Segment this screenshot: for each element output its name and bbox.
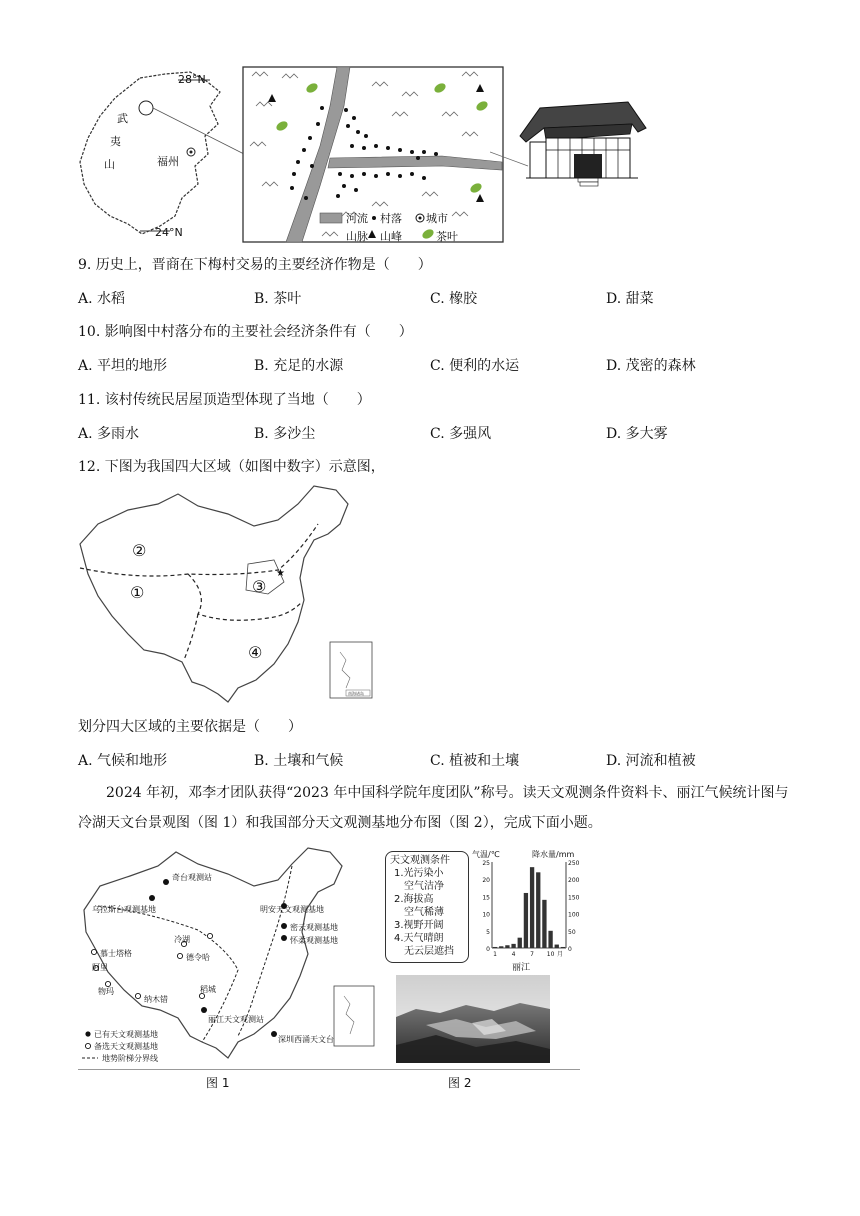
label-mingan: 明安天文观测基地	[260, 905, 324, 914]
chart-xtick: 10	[546, 951, 555, 958]
chart-xtick: 1	[493, 951, 497, 958]
region-3-label: ③	[252, 577, 267, 596]
precip-bar-month-4	[511, 944, 515, 948]
label-ali: 阿里	[92, 963, 108, 972]
precip-bar-month-1	[493, 947, 497, 948]
q10-option-c[interactable]: C. 便利的水运	[430, 358, 520, 374]
card-title: 天文观测条件	[390, 855, 450, 866]
chart-ytick-left: 20	[482, 877, 490, 885]
label-miyun: 密云观测基地	[290, 923, 338, 932]
label-lijiang: 丽江天文观测站	[208, 1015, 264, 1024]
chart-ytick-right: 150	[568, 894, 580, 902]
chart-xtick: 4	[511, 951, 516, 958]
q10-option-a[interactable]: A. 平坦的地形	[78, 358, 168, 374]
label-muztagh: 慕士塔格	[100, 949, 132, 958]
chart-ytick-left: 0	[486, 946, 490, 953]
q12-option-d[interactable]: D. 河流和植被	[606, 753, 696, 769]
chart-ytick-right: 0	[568, 946, 572, 953]
chart-ytick-left: 10	[482, 911, 490, 919]
chart-ytick-right: 200	[568, 877, 580, 885]
chart-ytick-left: 5	[486, 928, 490, 936]
precip-bar-month-11	[555, 945, 559, 948]
china-four-regions-map	[78, 484, 378, 706]
chart-xtick: 月	[556, 951, 564, 958]
label-huairou: 怀柔观测基地	[290, 936, 338, 945]
legend-village: 村落	[380, 212, 402, 225]
region-1-label: ①	[130, 583, 145, 602]
card-item-2: 空气洁净	[404, 881, 444, 892]
chart-title: 丽江	[512, 963, 531, 972]
legend-mountain: 山脉	[346, 230, 368, 243]
chart-ylabel-left: 气温/℃	[472, 850, 500, 859]
wuyi-label-1: 武	[117, 112, 128, 125]
fuzhou-label: 福州	[157, 155, 179, 168]
chart-ytick-right: 250	[568, 860, 580, 867]
q10-option-d[interactable]: D. 茂密的森林	[606, 358, 696, 374]
label-wulasitai: 乌拉斯台观测基地	[92, 905, 156, 914]
legend-river: 河流	[346, 212, 368, 225]
q9-option-c[interactable]: C. 橡胶	[430, 291, 478, 307]
chart-ytick-right: 100	[568, 911, 580, 919]
q11-option-d[interactable]: D. 多大雾	[606, 426, 668, 442]
q9-option-b[interactable]: B. 茶叶	[254, 291, 302, 307]
label-delingha: 德令哈	[186, 953, 210, 962]
village-map	[242, 66, 504, 243]
label-namco: 纳木错	[144, 995, 168, 1004]
q9-option-d[interactable]: D. 甜菜	[606, 291, 654, 307]
q12-option-b[interactable]: B. 土壤和气候	[254, 753, 344, 769]
legend-existing: 已有天文观测基地	[94, 1030, 158, 1039]
label-qitai: 奇台观测站	[172, 873, 212, 882]
lat-24-label: 24°N	[155, 226, 183, 239]
region-4-label: ④	[248, 643, 263, 662]
card-item-6: 4.天气晴朗	[394, 933, 444, 944]
observatory-map	[78, 846, 378, 1068]
question-12-stem: 12. 下图为我国四大区域（如图中数字）示意图，	[78, 459, 385, 475]
q10-option-b[interactable]: B. 充足的水源	[254, 358, 344, 374]
legend-candidate: 备选天文观测基地	[94, 1042, 158, 1051]
legend-city: 城市	[426, 212, 448, 225]
card-item-1: 1.光污染小	[394, 868, 444, 879]
precip-bar-month-5	[518, 938, 522, 948]
question-11-stem: 11. 该村传统民居屋顶造型体现了当地（ ）	[78, 392, 371, 408]
observation-card	[385, 851, 469, 963]
q11-option-a[interactable]: A. 多雨水	[78, 426, 140, 442]
lenghu-observatory-photo	[396, 975, 550, 1063]
passage-text: 2024 年初，邓李才团队获得“2023 年中国科学院年度团队”称号。读天文观测条件资料卡、丽江气候统计图与冷湖天文台景观图（图 1）和我国部分天文观测基地分布图（图 2），完成下面小题。	[78, 785, 789, 831]
label-wuma: 物玛	[98, 987, 114, 996]
card-item-7: 无云层遮挡	[404, 946, 454, 957]
card-item-4: 空气稀薄	[404, 907, 444, 918]
precip-bar-month-3	[505, 945, 509, 948]
legend-boundary: 地势阶梯分界线	[102, 1054, 158, 1063]
caption-figure-1: 图 1	[206, 1076, 230, 1090]
chart-ylabel-right: 降水量/mm	[532, 850, 575, 859]
label-daocheng: 稻城	[200, 985, 216, 994]
svg-text:★: ★	[276, 568, 285, 579]
chart-ytick-left: 25	[482, 860, 490, 867]
lat-28-label: 28°N	[178, 73, 206, 86]
chart-ytick-right: 50	[568, 928, 576, 936]
precip-bar-month-10	[548, 931, 552, 948]
figure-divider	[78, 1069, 580, 1070]
inset-label: 南海诸岛	[348, 691, 364, 696]
card-item-5: 3.视野开阔	[394, 920, 444, 931]
precip-bar-month-7	[530, 867, 534, 948]
question-12-follow: 划分四大区域的主要依据是（ ）	[78, 719, 302, 735]
label-shenzhen: 深圳西涌天文台	[278, 1035, 334, 1044]
q12-option-a[interactable]: A. 气候和地形	[78, 753, 168, 769]
region-2-label: ②	[132, 541, 147, 560]
precip-bar-month-2	[499, 946, 503, 948]
card-item-3: 2.海拔高	[394, 894, 434, 905]
q11-option-c[interactable]: C. 多强风	[430, 426, 492, 442]
precip-bar-month-6	[524, 893, 528, 948]
question-10-stem: 10. 影响图中村落分布的主要社会经济条件有（ ）	[78, 324, 413, 340]
wuyi-label-2: 夷	[110, 135, 121, 148]
traditional-house-illustration	[518, 98, 648, 198]
caption-figure-2: 图 2	[448, 1076, 472, 1090]
q9-option-a[interactable]: A. 水稻	[78, 291, 126, 307]
lijiang-climate-chart	[472, 848, 584, 972]
precip-bar-month-8	[536, 872, 540, 948]
chart-xtick: 7	[530, 951, 534, 958]
legend-peak: 山峰	[380, 230, 402, 243]
chart-ytick-left: 15	[482, 894, 490, 902]
legend-tea: 茶叶	[436, 230, 458, 243]
wuyi-label-3: 山	[104, 158, 115, 171]
q12-option-c[interactable]: C. 植被和土壤	[430, 753, 520, 769]
precip-bar-month-9	[542, 900, 546, 948]
precip-bar-month-12	[561, 947, 565, 948]
question-9-stem: 9. 历史上，晋商在下梅村交易的主要经济作物是（ ）	[78, 257, 432, 273]
q11-option-b[interactable]: B. 多沙尘	[254, 426, 316, 442]
label-lenghu: 冷湖	[174, 935, 190, 944]
